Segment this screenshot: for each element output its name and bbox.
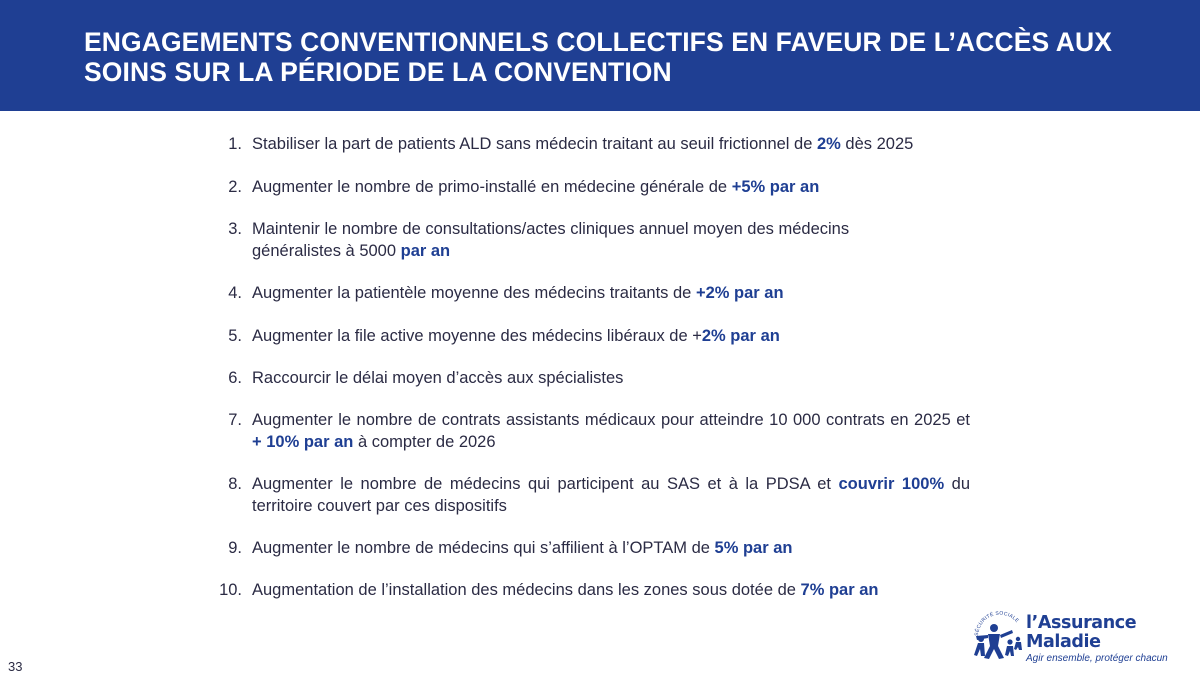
list-item	[210, 473, 970, 517]
people-emblem-icon	[968, 606, 1030, 664]
item-text: Augmenter le nombre de médecins qui s’affilient à l’OPTAM de 5% par an	[252, 539, 793, 557]
item-number: 1.	[228, 135, 242, 153]
list-item	[210, 176, 970, 198]
list-item	[210, 218, 970, 262]
item-text: Raccourcir le délai moyen d’accès aux spécialistes	[252, 369, 624, 387]
list-item	[210, 282, 970, 304]
item-number: 5.	[228, 327, 242, 345]
item-text: Augmenter la patientèle moyenne des médecins traitants de +2% par an	[252, 284, 784, 302]
logo-tagline: Agir ensemble, protéger chacun	[1026, 653, 1168, 664]
item-text: Augmenter la file active moyenne des médecins libéraux de +2% par an	[252, 327, 780, 345]
item-text: Augmenter le nombre de primo-installé en médecine générale de +5% par an	[252, 178, 820, 196]
list-item	[210, 409, 970, 453]
item-number: 6.	[228, 369, 242, 387]
logo-arc-text: SÉCURITÉ SOCIALE	[973, 610, 1021, 637]
item-number: 4.	[228, 284, 242, 302]
list-item	[210, 367, 970, 389]
page-number: 33	[8, 659, 23, 674]
item-number: 3.	[228, 220, 242, 238]
item-number: 10.	[219, 581, 242, 599]
item-text: Augmentation de l’installation des médecins dans les zones sous dotée de 7% par an	[252, 581, 879, 599]
logo-name-line2: Maladie	[1026, 632, 1101, 652]
item-text: Augmenter le nombre de contrats assistants médicaux pour atteindre 10 000 contrats en 2025 et + 10% par an à compter de 2026	[252, 411, 970, 451]
item-text: Maintenir le nombre de consultations/actes cliniques annuel moyen des médecins généralistes à 5000 par an	[252, 220, 850, 260]
item-number: 8.	[228, 475, 242, 493]
list-item	[210, 325, 970, 347]
item-text: Augmenter le nombre de médecins qui participent au SAS et à la PDSA et couvrir 100% du territoire couvert par ces dispositifs	[252, 475, 970, 515]
item-number: 2.	[228, 178, 242, 196]
svg-text:SÉCURITÉ SOCIALE	[974, 611, 1021, 637]
page-title: ENGAGEMENTS CONVENTIONNELS COLLECTIFS EN FAVEUR DE L’ACCÈS AUX SOINS SUR LA PÉRIODE DE LA CONVENTION	[84, 27, 1113, 87]
item-text: Stabiliser la part de patients ALD sans médecin traitant au seuil frictionnel de 2% dès 2025	[252, 135, 914, 153]
item-number: 9.	[228, 539, 242, 557]
item-number: 7.	[228, 411, 242, 429]
list-item	[210, 133, 970, 155]
logo-wordmark	[1026, 614, 1166, 652]
header-banner	[0, 0, 1200, 111]
logo-name-line1: l’Assurance	[1026, 613, 1137, 633]
list-item	[210, 537, 970, 559]
assurance-maladie-logo	[968, 606, 1168, 666]
list-item	[210, 579, 970, 601]
